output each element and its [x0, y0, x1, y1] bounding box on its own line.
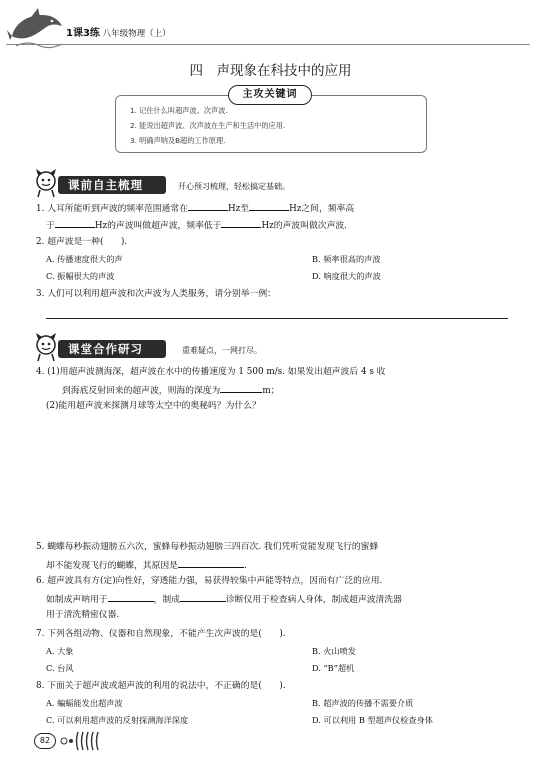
option-a[interactable]: A. 传播速度很大的声	[46, 254, 123, 264]
answer-blank[interactable]	[180, 592, 226, 602]
objective-item: 3. 明确声呐及B超的工作原理.	[130, 136, 226, 145]
footer-decoration-icon	[58, 730, 104, 752]
question-3-stem: 3. 人们可以利用超声波和次声波为人类服务，请分别举一例：	[36, 289, 276, 299]
option-c[interactable]: C. 台风	[46, 663, 74, 673]
text: 于	[46, 221, 55, 231]
page-title: 四 声现象在科技中的应用	[189, 63, 352, 79]
question-6-line-3: 用于清洗精密仪器.	[46, 610, 120, 620]
section-banner-preview: 课前自主梳理	[58, 176, 166, 194]
option-d[interactable]: D. 响度很大的声波	[312, 271, 381, 281]
answer-blank[interactable]	[249, 201, 289, 211]
text: 却不能发现飞行的蝴蝶，其原因是	[46, 561, 178, 571]
answer-blank[interactable]	[220, 383, 262, 393]
text: Hz的声波叫做超声波，频率低于	[94, 221, 222, 231]
option-c[interactable]: C. 振幅很大的声波	[46, 271, 115, 281]
header-text	[66, 24, 171, 39]
option-b[interactable]: B. 火山喷发	[312, 646, 356, 656]
text: m；	[262, 386, 280, 396]
option-b[interactable]: B. 频率很高的声波	[312, 254, 381, 264]
question-4-line-1: 4. (1)用超声波测海深，超声波在水中的传播速度为 1 500 m/s. 如果发出超声波后 4 s 收	[36, 367, 386, 377]
question-5-line-1: 5. 蝴蝶每秒振动翅膀五六次，蜜蜂每秒振动翅膀三四百次. 我们凭听觉能发现飞行的蜜蜂	[36, 542, 379, 552]
page-number: 82	[34, 733, 56, 749]
question-1-line-2	[46, 218, 347, 232]
option-d[interactable]: D. “B”超机	[312, 663, 355, 673]
question-7-stem: 7. 下列各组动物、仪器和自然现象，不能产生次声波的是( ).	[36, 629, 286, 639]
section-banner-study: 课堂合作研习	[58, 340, 166, 358]
answer-blank[interactable]	[108, 592, 154, 602]
answer-line[interactable]	[46, 318, 508, 319]
text: .	[243, 561, 247, 571]
question-4-line-2	[62, 383, 280, 397]
text: ，制成	[153, 595, 180, 605]
option-a[interactable]: A. 大象	[46, 646, 74, 656]
question-1-line-1	[36, 201, 354, 215]
text: 1. 人耳所能听到声波的频率范围通常在	[36, 204, 188, 214]
question-4-line-3: (2)能用超声波来探测月球等太空中的奥秘吗？为什么？	[46, 401, 261, 411]
answer-blank[interactable]	[178, 558, 244, 568]
question-5-line-2	[46, 558, 247, 572]
series-name: 1课3练	[66, 28, 100, 39]
text: Hz之间，频率高	[289, 204, 355, 214]
answer-blank[interactable]	[55, 218, 95, 228]
text: Hz的声波叫做次声波.	[261, 221, 347, 231]
text: 到海底反射回来的超声波，则海的深度为	[62, 386, 221, 396]
section-note: 开心预习梳理，轻松搞定基础。	[178, 182, 290, 191]
book-name: 八年级物理（上）	[102, 29, 171, 39]
question-8-stem: 8. 下面关于超声波或超声波的利用的说法中，不正确的是( ).	[36, 681, 286, 691]
text: Hz至	[227, 204, 250, 214]
option-d[interactable]: D. 可以利用 B 型超声仪检查身体	[312, 715, 433, 725]
option-c[interactable]: C. 可以利用超声波的反射探测海洋深度	[46, 715, 189, 725]
objective-item: 1. 记住什么叫超声波、次声波.	[130, 106, 228, 115]
objective-item: 2. 能说出超声波、次声波在生产和生活中的应用.	[130, 121, 286, 130]
objectives-tag: 主攻关键词	[228, 85, 312, 105]
option-b[interactable]: B. 超声波的传播不需要介质	[312, 698, 414, 708]
text: 如制成声呐用于	[46, 595, 108, 605]
question-6-line-1: 6. 超声波具有方(定)向性好，穿透能力强，易获得较集中声能等特点，因而有广泛的应用.	[36, 576, 383, 586]
answer-blank[interactable]	[221, 218, 261, 228]
question-6-line-2	[46, 592, 402, 606]
header-rule	[6, 44, 530, 45]
option-a[interactable]: A. 蝙蝠能发出超声波	[46, 698, 123, 708]
text: 诊断仪用于检查病人身体，制成超声波清洗器	[226, 595, 402, 605]
question-2-stem: 2. 超声波是一种( ).	[36, 237, 128, 247]
section-note: 重难疑点，一网打尽。	[182, 346, 262, 355]
answer-blank[interactable]	[188, 201, 228, 211]
